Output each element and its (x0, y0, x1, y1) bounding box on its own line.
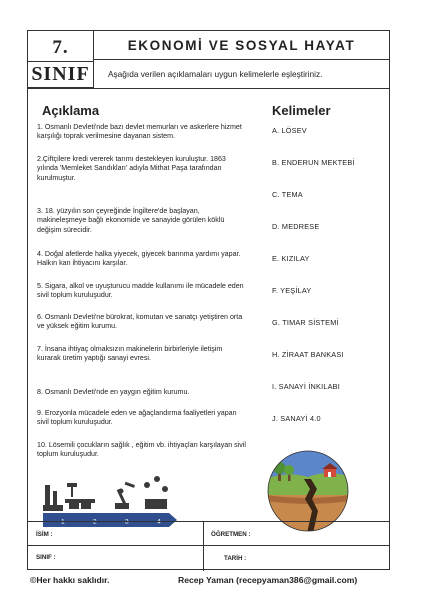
description-item: 10. Lösemili çocukların sağlık , eğitim vb. ihtiyaçları karşılayan sivil toplum kuruluşudur. (37, 441, 246, 459)
title-bar (94, 31, 389, 60)
page-title: EKONOMİ VE SOSYAL HAYAT (127, 37, 356, 53)
robot-arm-icon (115, 482, 135, 509)
worksheet (27, 30, 390, 570)
grade-box (28, 31, 94, 88)
description-item: 9. Erozyonla mücadele eden ve ağaçlandırma faaliyetleri yapan sivil toplum kuruluşudur. (37, 409, 237, 427)
keyword-item: E. KIZILAY (272, 254, 310, 263)
descriptions-heading: Açıklama (42, 103, 100, 118)
footer-column-divider (203, 521, 204, 571)
keyword-item: D. MEDRESE (272, 222, 320, 231)
keyword-item: C. TEMA (272, 190, 303, 199)
class-label: SINIF : (36, 554, 56, 561)
keyword-item: H. ZİRAAT BANKASI (272, 350, 344, 359)
description-item: 6. Osmanlı Devleti'ne bürokrat, komutan ve sanatçı yetiştiren orta ve yüksek eğitim kurumu. (37, 313, 243, 331)
keyword-item: A. LÖSEV (272, 126, 307, 135)
grade-word: SINIF (31, 63, 90, 85)
keyword-item: G. TIMAR SİSTEMİ (272, 318, 339, 327)
date-label: TARİH : (224, 555, 247, 562)
description-item: 1. Osmanlı Devleti'nde bazı devlet memurları ve askerlere hizmet karşılığı toprak verilmesine dayanan sistem. (37, 123, 242, 141)
footer-divider (28, 521, 389, 522)
author-credit: Recep Yaman (recepyaman386@gmail.com) (178, 575, 358, 585)
description-item: 5. Sigara, alkol ve uyuşturucu madde kullanımı ile mücadele eden sivil toplum kuruluşudur. (37, 282, 244, 300)
teacher-label: ÖĞRETMEN : (211, 531, 251, 538)
description-item: 3. 18. yüzyılın son çeyreğinde İngiltere'de başlayan, makineleşmeye bağlı ekonomide ve sanayide görülen köklü değişim sürecidir. (37, 207, 225, 234)
keyword-item: B. ENDERUN MEKTEBİ (272, 158, 355, 167)
industry-stages-infographic (41, 469, 181, 529)
header-divider (28, 88, 389, 89)
copyright-text: ©Her hakkı saklıdır. (30, 575, 110, 585)
keyword-item: I. SANAYİ İNKILABI (272, 382, 340, 391)
name-label: İSİM : (36, 531, 53, 538)
description-item: 2.Çiftçilere kredi vererek tarımı destekleyen kuruluştur. 1863 yılında 'Memleket Sandıkları' adıyla Mithat Paşa tarafından kurulmuştur. (37, 155, 226, 182)
grade-number: 7. (52, 37, 69, 58)
footer-row-divider (28, 545, 389, 546)
keywords-heading: Kelimeler (272, 103, 331, 118)
assembly-line-icon (65, 483, 95, 509)
factory-icon (43, 485, 63, 511)
description-item: 4. Doğal afetlerde halka yiyecek, giyecek barınma yardımı yapar. Halkın kan ihtiyacını karşılar. (37, 250, 241, 268)
instruction-text: Aşağıda verilen açıklamaları uygun kelimelerle eşleştiriniz. (108, 69, 323, 79)
keyword-item: F. YEŞİLAY (272, 286, 312, 295)
description-item: 8. Osmanlı Devleti'nde en yaygın eğitim kurumu. (37, 388, 190, 396)
network-icon (144, 476, 168, 509)
description-item: 7. İnsana ihtiyaç olmaksızın makinelerin birbirleriyle iletişim kurarak üretim yaptığı sanayi evresi. (37, 345, 223, 363)
keyword-item: J. SANAYİ 4.0 (272, 414, 321, 423)
